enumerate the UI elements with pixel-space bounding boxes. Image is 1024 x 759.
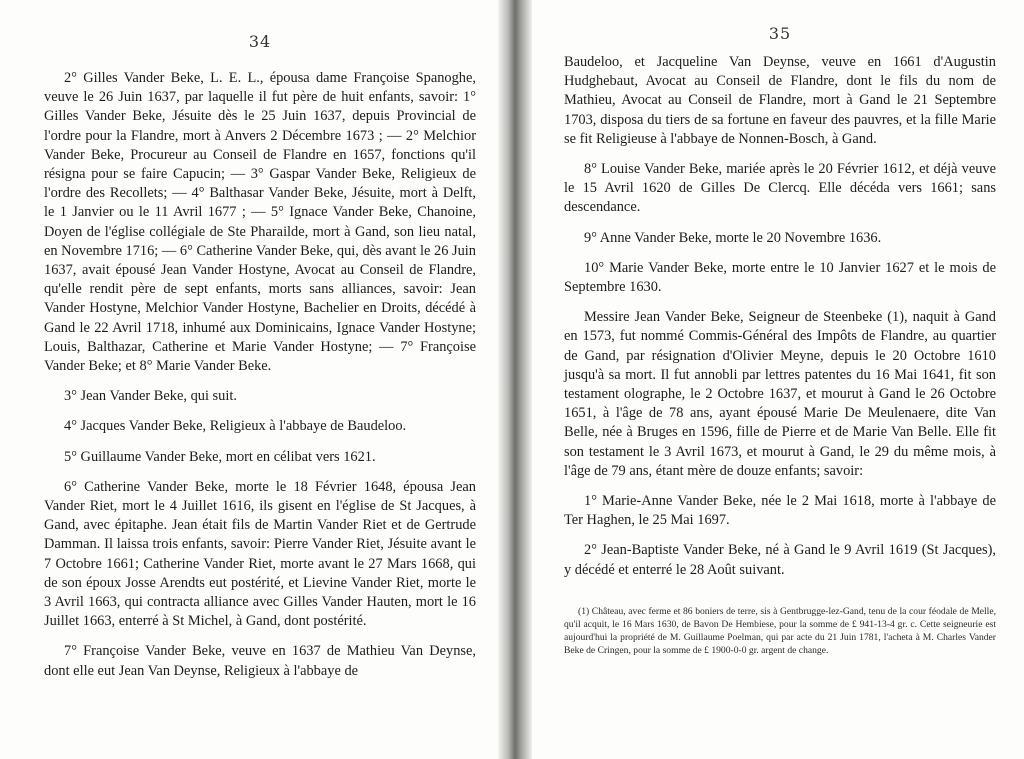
footnote: (1) Château, avec ferme et 86 boniers de terre, sis à Gentbrugge-lez-Gand, tenu de la cour féodale de Melle, qu'il acquit, le 16 Mars 1630, de Bavon De Hembiese, pour la somme de £ 941-13-4 gr. c. Cette seigneurie est aujourd'hui la propriété de M. Guillaume Poelman, qui par acte du 21 Juin 1781, l'acheta à M. Charles Vander Beke de Cringen, pour la somme de £ 1900-0-0 gr. argent de change. bbox=[564, 605, 996, 656]
paragraph: 8° Louise Vander Beke, mariée après le 20 Février 1612, et déjà veuve le 15 Avril 1620 de Gilles De Clercq. Elle décéda vers 1661; sans descendance. bbox=[564, 161, 996, 216]
paragraph: 9° Anne Vander Beke, morte le 20 Novembre 1636. bbox=[584, 229, 882, 246]
paragraph: 10° Marie Vander Beke, morte entre le 10 Janvier 1627 et le mois de Septembre 1630. bbox=[564, 259, 996, 296]
paragraph: 5° Guillaume Vander Beke, mort en célibat vers 1621. bbox=[64, 448, 376, 465]
paragraph: 6° Catherine Vander Beke, morte le 18 Février 1648, épousa Jean Vander Riet, mort le 4 Juillet 1616, ils gisent en l'église de St Jacques, à Gand, avec épitaphe. Jean était fils de Martin Vander Riet et de Gertrude Damman. Il laissa trois enfants, savoir: Pierre Vander Riet, Jésuite avant le 7 Octobre 1661; Catherine Vander Riet, morte avant le 27 Mars 1668, qui de son époux Josse Arendts eut postérité, et Lievine Vander Riet, morte le 3 Avril 1663, qui contracta alliance avec Gilles Vander Hauten, mort le 16 Juillet 1663, enterré à St Michel, à Gand, dont postérité. bbox=[44, 478, 476, 630]
paragraph: Baudeloo, et Jacqueline Van Deynse, veuve en 1661 d'Augustin Hudghebaut, Avocat au Conseil de Flandre, dont le fils du nom de Mathieu, Avocat au Conseil de Flandre, mort à Gand le 21 Septembre 1703, disposa du tiers de sa fortune en faveur des pauvres, et la fille Marie se fit Religieuse à l'abbaye de Nonnen-Bosch, à Gand. bbox=[564, 54, 996, 147]
footnote-separator bbox=[564, 591, 996, 605]
paragraph: 2° Jean-Baptiste Vander Beke, né à Gand le 9 Avril 1619 (St Jacques), y décédé et enterré le 28 Août suivant. bbox=[564, 542, 996, 578]
paragraph: 3° Jean Vander Beke, qui suit. bbox=[64, 388, 237, 405]
page-number: 34 bbox=[248, 32, 272, 51]
right-page bbox=[530, 0, 1024, 759]
paragraph: 7° Françoise Vander Beke, veuve en 1637 de Mathieu Van Deynse, dont elle eut Jean Van Deynse, Religieux à l'abbaye de bbox=[44, 643, 476, 679]
page-number: 35 bbox=[768, 24, 792, 43]
paragraph: Messire Jean Vander Beke, Seigneur de Steenbeke (1), naquit à Gand en 1573, fut nommé Commis-Général des Impôts de Flandre, au quartier de Gand, par résignation d'Olivier Meyne, depuis le 20 Octobre 1610 jusqu'à sa mort. Il fut annobli par lettres patentes du 16 Mai 1641, fit son testament olographe, le 2 Octobre 1637, et mourut à Gand le 26 Octobre 1651, à l'âge de 78 ans, ayant épousé Marie De Meulenaere, dite Van Belle, née à Bruges en 1596, fille de Pierre et de Marie Van Belle. Elle fit son testament le 3 Avril 1673, et mourut à Gand, le 29 du même mois, à l'âge de 79 ans, étant mère de douze enfants; savoir: bbox=[564, 309, 996, 479]
paragraph: 2° Gilles Vander Beke, L. E. L., épousa dame Françoise Spanoghe, veuve le 26 Juin 1637, par laquelle il fut père de huit enfants, savoir: 1° Gilles Vander Beke, Jésuite dès le 25 Juin 1637, depuis Provincial de l'ordre pour la Flandre, mort à Anvers 2 Décembre 1673 ; — 2° Melchior Vander Beke, Procureur au Conseil de Flandre en 1657, fonctions qu'il résigna pour se faire Capucin; — 3° Gaspar Vander Beke, Religieux de l'ordre des Recollets; — 4° Balthasar Vander Beke, Jésuite, mort à Delft, le 1 Janvier ou le 11 Avril 1677 ; — 5° Ignace Vander Beke, Chanoine, Doyen de l'église collégiale de Ste Pharailde, mort à Gand, son lieu natal, en Novembre 1716; — 6° Catherine Vander Beke, qui, dès avant le 26 Juin 1637, avait épousé Jean Vander Hostyne, Avocat au Conseil de Flandre, qu'elle rendit père de sept enfants, morts sans alliances, savoir: Jean Vander Hostyne, Melchior Vander Hostyne, Bachelier en Droits, décédé à Gand le 22 Avril 1718, inhumé aux Dominicains, Ignace Vander Hostyne; Louis, Balthazar, Catherine et Marie Vander Hostyne; — 7° Françoise Vander Beke; et 8° Marie Vander Beke. bbox=[44, 70, 476, 375]
left-page bbox=[0, 0, 500, 759]
paragraph: 4° Jacques Vander Beke, Religieux à l'abbaye de Baudeloo. bbox=[64, 418, 407, 435]
paragraph: 1° Marie-Anne Vander Beke, née le 2 Mai 1618, morte à l'abbaye de Ter Haghen, le 25 Mai 1697. bbox=[564, 493, 996, 529]
book-gutter bbox=[498, 0, 532, 759]
